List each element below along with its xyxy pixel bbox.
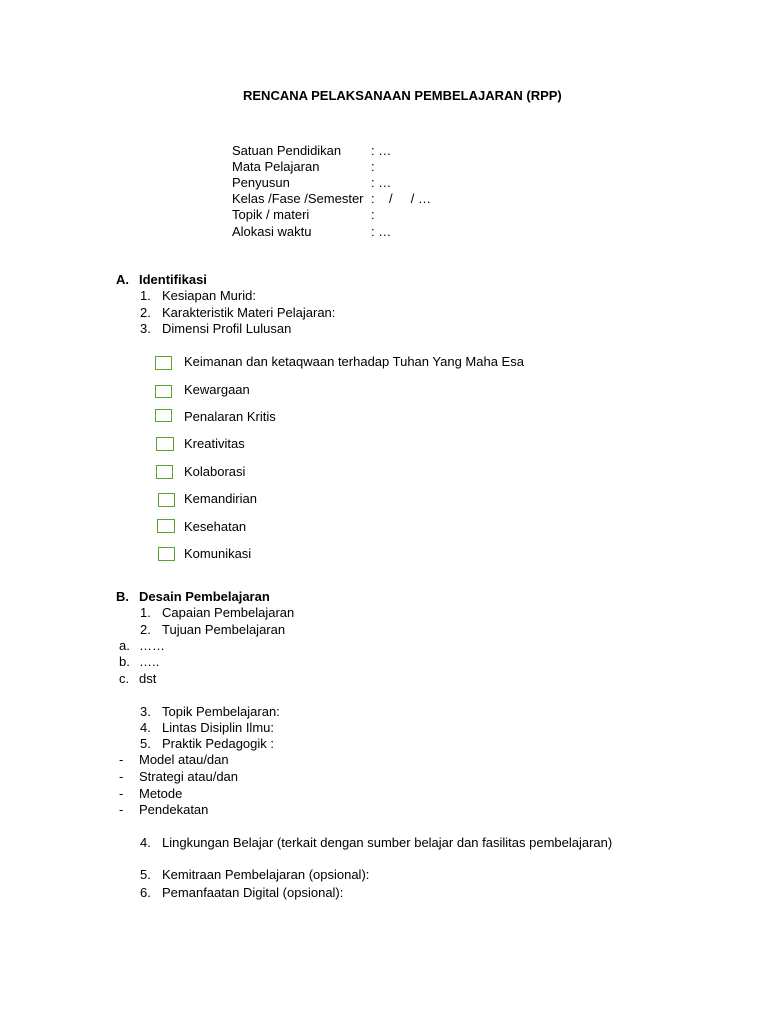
list-item-kesiapan-murid: Kesiapan Murid: bbox=[162, 288, 256, 303]
field-value-alokasi-waktu: : … bbox=[371, 224, 392, 239]
section-a-title: Identifikasi bbox=[139, 272, 207, 287]
dash-mark: - bbox=[119, 752, 124, 767]
sub-letter-mark: c. bbox=[119, 671, 130, 686]
list-item-capaian: Capaian Pembelajaran bbox=[162, 605, 295, 620]
checkbox-penalaran-kritis[interactable] bbox=[155, 409, 172, 422]
checkbox-label-kewargaan: Kewargaan bbox=[184, 382, 250, 397]
section-b-title: Desain Pembelajaran bbox=[139, 589, 270, 604]
list-number: 4. bbox=[140, 835, 151, 850]
dash-mark: - bbox=[119, 786, 124, 801]
field-label-penyusun: Penyusun bbox=[232, 175, 290, 190]
list-item-praktik-pedagogik: Praktik Pedagogik : bbox=[162, 736, 275, 751]
document-title: RENCANA PELAKSANAAN PEMBELAJARAN (RPP) bbox=[243, 88, 562, 103]
list-number: 5. bbox=[140, 867, 151, 882]
list-number: 2. bbox=[140, 622, 151, 637]
checkbox-label-keimanan: Keimanan dan ketaqwaan terhadap Tuhan Yang Maha Esa bbox=[184, 354, 524, 369]
list-item-topik: Topik Pembelajaran: bbox=[162, 704, 280, 719]
list-item-lingkungan-belajar: Lingkungan Belajar (terkait dengan sumber belajar dan fasilitas pembelajaran) bbox=[162, 835, 613, 850]
checkbox-kemandirian[interactable] bbox=[158, 493, 175, 507]
list-item-lintas-disiplin: Lintas Disiplin Ilmu: bbox=[162, 720, 274, 735]
field-label-alokasi-waktu: Alokasi waktu bbox=[232, 224, 312, 239]
checkbox-kolaborasi[interactable] bbox=[156, 465, 173, 479]
field-value-penyusun: : … bbox=[371, 175, 392, 190]
list-number: 6. bbox=[140, 885, 151, 900]
checkbox-label-kreativitas: Kreativitas bbox=[184, 436, 245, 451]
dash-item-model: Model atau/dan bbox=[139, 752, 229, 767]
field-label-satuan-pendidikan: Satuan Pendidikan bbox=[232, 143, 342, 158]
field-value-satuan-pendidikan: : … bbox=[371, 143, 392, 158]
list-item-kemitraan: Kemitraan Pembelajaran (opsional): bbox=[162, 867, 370, 882]
list-number: 1. bbox=[140, 605, 151, 620]
checkbox-label-kolaborasi: Kolaborasi bbox=[184, 464, 246, 479]
field-label-kelas-fase-semester: Kelas /Fase /Semester bbox=[232, 191, 364, 206]
field-label-mata-pelajaran: Mata Pelajaran bbox=[232, 159, 320, 174]
checkbox-keimanan[interactable] bbox=[155, 356, 172, 370]
sub-letter-text: dst bbox=[139, 671, 157, 686]
list-number: 5. bbox=[140, 736, 151, 751]
sub-letter-text: …… bbox=[139, 638, 165, 653]
list-number: 3. bbox=[140, 321, 151, 336]
list-number: 1. bbox=[140, 288, 151, 303]
dash-item-pendekatan: Pendekatan bbox=[139, 802, 209, 817]
list-item-dimensi-profil: Dimensi Profil Lulusan bbox=[162, 321, 292, 336]
checkbox-kreativitas[interactable] bbox=[156, 437, 174, 451]
field-value-kelas-fase-semester: : / / … bbox=[371, 191, 431, 206]
field-value-mata-pelajaran: : bbox=[371, 159, 375, 174]
list-item-pemanfaatan-digital: Pemanfaatan Digital (opsional): bbox=[162, 885, 344, 900]
dash-mark: - bbox=[119, 802, 124, 817]
checkbox-label-komunikasi: Komunikasi bbox=[184, 546, 252, 561]
list-number: 2. bbox=[140, 305, 151, 320]
checkbox-label-kemandirian: Kemandirian bbox=[184, 491, 257, 506]
list-item-karakteristik-materi: Karakteristik Materi Pelajaran: bbox=[162, 305, 336, 320]
sub-letter-mark: b. bbox=[119, 654, 130, 669]
checkbox-kewargaan[interactable] bbox=[155, 385, 172, 398]
dash-item-metode: Metode bbox=[139, 786, 183, 801]
checkbox-label-penalaran-kritis: Penalaran Kritis bbox=[184, 409, 276, 424]
dash-mark: - bbox=[119, 769, 124, 784]
sub-letter-mark: a. bbox=[119, 638, 130, 653]
dash-item-strategi: Strategi atau/dan bbox=[139, 769, 239, 784]
section-a-marker: A. bbox=[116, 272, 129, 287]
field-value-topik-materi: : bbox=[371, 207, 375, 222]
field-label-topik-materi: Topik / materi bbox=[232, 207, 310, 222]
list-item-tujuan: Tujuan Pembelajaran bbox=[162, 622, 286, 637]
list-number: 4. bbox=[140, 720, 151, 735]
section-b-marker: B. bbox=[116, 589, 129, 604]
checkbox-komunikasi[interactable] bbox=[158, 547, 175, 561]
checkbox-kesehatan[interactable] bbox=[157, 519, 175, 533]
checkbox-label-kesehatan: Kesehatan bbox=[184, 519, 247, 534]
sub-letter-text: ….. bbox=[139, 654, 160, 669]
list-number: 3. bbox=[140, 704, 151, 719]
